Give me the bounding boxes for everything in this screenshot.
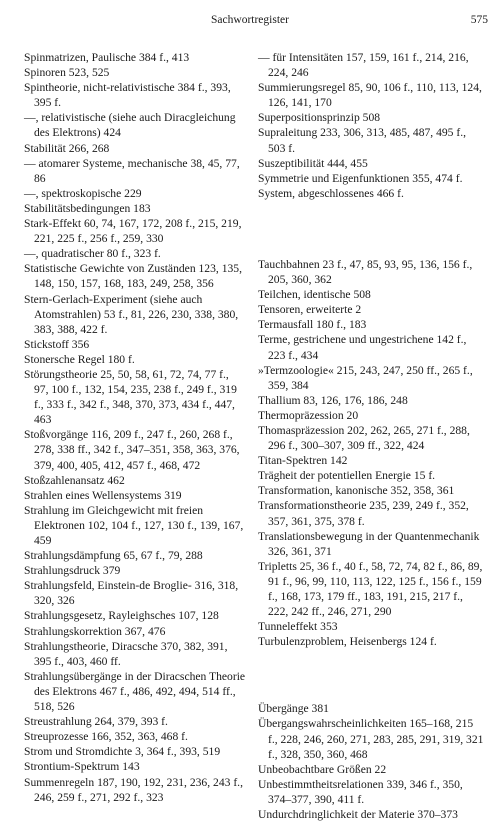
index-entry: Strahlungskorrektion 367, 476 xyxy=(24,624,166,638)
index-entry: Stark-Effekt 60, 74, 167, 172, 208 f., 215, 219, 221, 225 f., 256 f., 259, 330 xyxy=(24,217,242,246)
index-entry: Übergänge 381 xyxy=(258,702,329,716)
index-entry: Strahlungsdämpfung 65, 67 f., 79, 288 xyxy=(24,549,203,563)
index-entry: Thomaspräzession 202, 262, 265, 271 f., 288, 296 f., 300–307, 309 ff., 322, 424 xyxy=(258,423,470,453)
index-column-left xyxy=(24,50,246,805)
index-entry: Suszeptibilität 444, 455 xyxy=(258,156,368,170)
index-entry: Spinmatrizen, Paulische 384 f., 413 xyxy=(24,51,190,64)
index-entry: Stabilitätsbedingungen 183 xyxy=(24,201,151,215)
index-entry: Stickstoff 356 xyxy=(24,337,90,351)
index-entry: Summierungsregel 85, 90, 106 f., 110, 113, 124, 126, 141, 170 xyxy=(258,81,482,110)
index-entry: Statistische Gewichte von Zuständen 123, 135, 148, 150, 157, 168, 183, 249, 258, 356 xyxy=(24,262,242,291)
index-entry: Unbeobachtbare Größen 22 xyxy=(258,762,387,776)
index-entry: Terme, gestrichene und ungestrichene 142 f., 223 f., 434 xyxy=(258,333,467,362)
index-entry: Strahlungsdruck 379 xyxy=(24,564,121,578)
index-entry: Tauchbahnen 23 f., 47, 85, 93, 95, 136, 156 f., 205, 360, 362 xyxy=(258,257,473,287)
index-entry: Strontium-Spektrum 143 xyxy=(24,760,140,774)
index-entry: Übergangswahrscheinlichkeiten 165–168, 215 f., 228, 246, 260, 271, 283, 285, 291, 319, 321 f., 328, 350, 360, 468 xyxy=(258,717,484,761)
index-entry: Termausfall 180 f., 183 xyxy=(258,318,367,332)
index-entry: —, spektroskopische 229 xyxy=(24,186,142,200)
index-entry: Thallium 83, 126, 176, 186, 248 xyxy=(258,393,408,407)
index-entry: Streuprozesse 166, 352, 363, 468 f. xyxy=(24,730,188,744)
index-entry: Streustrahlung 264, 379, 393 f. xyxy=(24,715,168,729)
index-entry: Summenregeln 187, 190, 192, 231, 236, 243 f., 246, 259 f., 271, 292 f., 323 xyxy=(24,775,243,804)
index-entry: — atomarer Systeme, mechanische 38, 45, 77, 86 xyxy=(24,156,240,185)
index-entry: Strahlung im Gleichgewicht mit freien Elektronen 102, 104 f., 127, 130 f., 139, 167, 459 xyxy=(24,503,244,547)
index-entry: Symmetrie und Eigenfunktionen 355, 474 f. xyxy=(258,171,463,185)
index-entry: Teilchen, identische 508 xyxy=(258,288,371,302)
index-entry: Strahlungsfeld, Einstein-de Broglie- 316, 318, 320, 326 xyxy=(24,579,239,608)
index-entry: Supraleitung 233, 306, 313, 485, 487, 495 f., 503 f. xyxy=(258,126,467,155)
index-entry: Störungstheorie 25, 50, 58, 61, 72, 74, 77 f., 97, 100 f., 132, 154, 235, 238 f., 249 f., 319 f., 333 f., 342 f., 348, 370, 373, 434 f., 447, 463 xyxy=(24,367,237,427)
index-entry: Translationsbewegung in der Quantenmechanik 326, 361, 371 xyxy=(258,529,480,558)
index-entry: — für Intensitäten 157, 159, 161 f., 214, 216, 224, 246 xyxy=(258,51,469,80)
index-entry: Stoßzahlenansatz 462 xyxy=(24,473,125,487)
index-entry: Strahlungsübergänge in der Diracschen Theorie des Elektrons 467 f., 486, 492, 494, 514 ff., 518, 526 xyxy=(24,669,246,714)
index-entry: Transformationstheorie 235, 239, 249 f., 352, 357, 361, 375, 378 f. xyxy=(258,499,469,528)
index-entry: System, abgeschlossenes 466 f. xyxy=(258,186,404,200)
index-entry: Unbestimmtheitsrelationen 339, 346 f., 350, 374–377, 390, 411 f. xyxy=(258,777,463,806)
index-entry: Turbulenzproblem, Heisenbergs 124 f. xyxy=(258,635,437,649)
running-title: Sachwortregister xyxy=(211,14,289,26)
index-column-right xyxy=(258,50,484,822)
index-entry: —, quadratischer 80 f., 323 f. xyxy=(24,247,161,261)
index-entry: Undurchdringlichkeit der Materie 370–373 xyxy=(258,808,458,822)
index-entry: Tripletts 25, 36 f., 40 f., 58, 72, 74, 82 f., 86, 89, 91 f., 96, 99, 110, 113, 122, 125 f., 156 f., 159 f., 168, 173, 179 ff., 183, 191, 215, 217 f., 222, 242 ff., 246, 271, 290 xyxy=(258,559,483,619)
index-entry: —, relativistische (siehe auch Diracgleichung des Elektrons) 424 xyxy=(24,111,236,140)
index-entry: Strahlen eines Wellensystems 319 xyxy=(24,488,182,502)
section-gap xyxy=(258,201,484,257)
index-entry: Strahlungstheorie, Diracsche 370, 382, 391, 395 f., 403, 460 ff. xyxy=(24,639,228,668)
index-entry: Tensoren, erweiterte 2 xyxy=(258,303,362,317)
index-entry: Spintheorie, nicht-relativistische 384 f., 393, 395 f. xyxy=(24,81,231,110)
index-entry: Transformation, kanonische 352, 358, 361 xyxy=(258,484,455,498)
index-entry: Strom und Stromdichte 3, 364 f., 393, 519 xyxy=(24,745,221,759)
index-entry: Stabilität 266, 268 xyxy=(24,141,110,155)
page-header xyxy=(0,10,500,32)
index-entry: Tunneleffekt 353 xyxy=(258,620,338,634)
index-entry: »Termzoologie« 215, 243, 247, 250 ff., 265 f., 359, 384 xyxy=(258,363,473,392)
index-entry: Spinoren 523, 525 xyxy=(24,66,110,80)
index-entry: Thermopräzession 20 xyxy=(258,408,359,422)
index-entry: Stonersche Regel 180 f. xyxy=(24,352,135,366)
index-entry: Stoßvorgänge 116, 209 f., 247 f., 260, 268 f., 278, 338 ff., 342 f., 347–351, 358, 363, 376, 379, 400, 405, 412, 457 f., 468, 472 xyxy=(24,428,240,472)
index-entry: Stern-Gerlach-Experiment (siehe auch Atomstrahlen) 53 f., 81, 226, 230, 338, 380, 383, 388, 422 f. xyxy=(24,292,239,336)
index-entry: Titan-Spektren 142 xyxy=(258,454,348,468)
page-number: 575 xyxy=(470,14,488,26)
section-gap xyxy=(258,649,484,701)
index-entry: Superpositionsprinzip 508 xyxy=(258,111,381,125)
index-entry: Strahlungsgesetz, Rayleighsches 107, 128 xyxy=(24,609,219,623)
index-entry: Trägheit der potentiellen Energie 15 f. xyxy=(258,469,436,483)
